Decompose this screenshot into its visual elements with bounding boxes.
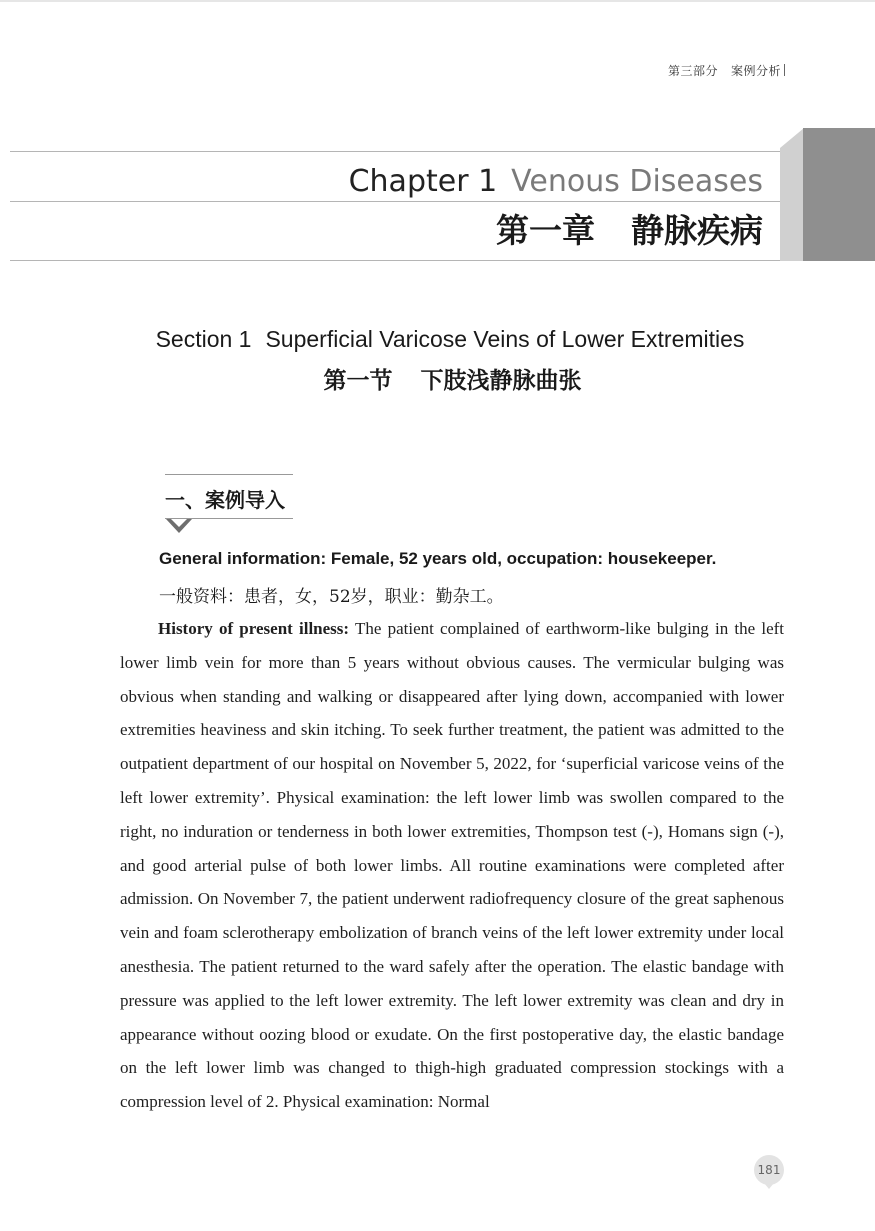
chapter-title-cn (496, 206, 763, 256)
general-info-en: General information: Female, 52 years old, occupation: housekeeper. (159, 549, 717, 568)
section-title-cn (0, 362, 875, 395)
history-label: History of present illness: (158, 619, 350, 638)
general-info-cn: 一般资料：患者，女，52岁，职业：勤杂工。 (159, 587, 504, 607)
chapter-thumb-tab (803, 128, 875, 261)
history-text: The patient complained of earthworm-like bulging in the left lower limb vein for more than 5 years without obvious causes. The vermicular bulging was obvious when standing and walking or disappeared after lying down, accompanied with lower extremities heaviness and skin itching. To seek further treatment, the patient was admitted to the outpatient department of our hospital on November 5, 2022, for ‘superficial varicose veins of the left lower extremity’. Physical examination: the left lower limb was swollen compared to the right, no induration or tenderness in both lower extremities, Thompson test (-), Homans sign (-), and good arterial pulse of both lower limbs. All routine examinations were completed after admission. On November 7, the patient underwent radiofrequency closure of the great saphenous vein and foam sclerotherapy embolization of branch veins of the left lower extremity under local anesthesia. The patient returned to the ward safely after the operation. The elastic bandage with pressure was applied to the left lower extremity. The left lower extremity was clean and dry in appearance without oozing blood or exudate. On the first postoperative day, the elastic bandage on the left lower limb was changed to thigh-high graduated compression stockings with a compression level of 2. Physical examination: Normal (120, 619, 784, 1112)
chapter-cn-number: 第一章 (496, 211, 595, 250)
chapter-tab-bevel (780, 128, 804, 261)
chapter-rule-top (10, 151, 780, 152)
section-title: Superficial Varicose Veins of Lower Extremities (265, 326, 745, 352)
section-cn-number: 第一节 (323, 367, 393, 394)
chapter-label: Chapter 1 (348, 164, 498, 199)
section-title-en (0, 326, 875, 353)
page-number: 181 (754, 1155, 784, 1185)
subheading-rule-top (165, 474, 293, 475)
chapter-cn-title: 静脉疾病 (631, 211, 763, 250)
top-rule (0, 0, 875, 2)
running-header-divider (784, 64, 785, 76)
page-number-pointer (764, 1183, 774, 1189)
chapter-title-en (349, 162, 763, 202)
section-label: Section 1 (155, 326, 252, 352)
section-cn-title: 下肢浅静脉曲张 (420, 367, 582, 394)
chapter-rule-bottom (10, 260, 780, 261)
history-paragraph (120, 612, 784, 1119)
running-header-part: 第三部分 (668, 64, 719, 78)
chapter-title: Venous Diseases (511, 164, 763, 199)
subheading-title: 一、案例导入 (165, 488, 285, 512)
running-header (668, 62, 785, 79)
running-header-title: 案例分析 (730, 64, 781, 78)
chevron-down-icon-inner (171, 519, 187, 527)
